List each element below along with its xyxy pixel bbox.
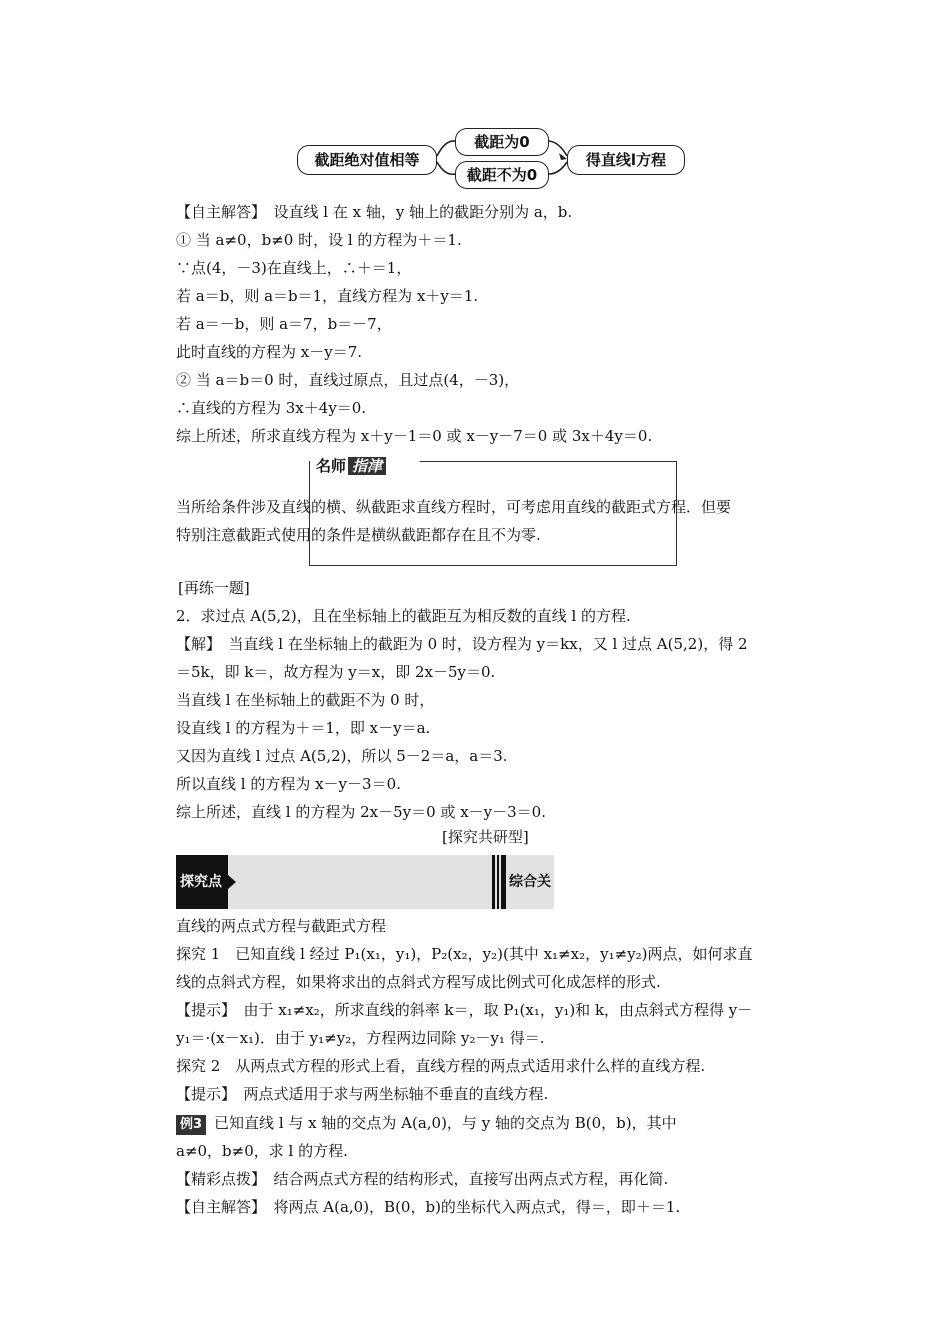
solution-line-2: ① 当 a≠0，b≠0 时，设 l 的方程为＋＝1. [176,231,462,249]
solution-line-6: 此时直线的方程为 x－y＝7. [176,343,363,361]
solution-line-9: 综上所述，所求直线方程为 x＋y－1＝0 或 x－y－7＝0 或 3x＋4y＝0. [176,427,653,445]
explore-1-line-2: 线的点斜式方程，如果将求出的点斜式方程写成比例式可化成怎样的形式. [176,973,661,991]
practice-answer-4: 设直线 l 的方程为＋＝1，即 x－y＝a. [176,719,431,737]
explore-banner-label: 探究点 [176,855,228,909]
section-heading: [探究共研型] [442,828,529,846]
flow-box-result: 得直线l方程 [567,145,685,175]
flow-box-equal-abs: 截距绝对值相等 [297,145,437,175]
flow-box-nonzero: 截距不为0 [455,161,549,189]
teacher-tip-line-2: 特别注意截距式使用的条件是横纵截距都存在且不为零. [176,526,541,544]
practice-answer-5: 又因为直线 l 过点 A(5,2)，所以 5－2＝a，a＝3. [176,747,508,765]
example-3-hint: 【精彩点拨】 结合两点式方程的结构形式，直接写出两点式方程，再化简. [176,1170,669,1188]
solution-line-7: ② 当 a＝b＝0 时，直线过原点，且过点(4，－3)， [176,371,520,389]
example-badge: 例3 [176,1115,206,1135]
solution-line-3: ∵点(4，－3)在直线上，∴＋＝1， [176,259,412,277]
hint-1-line-1: 【提示】 由于 x₁≠x₂，所求直线的斜率 k＝，取 P₁(x₁，y₁)和 k，由点斜式方程得 y－ [176,1001,753,1019]
teacher-tip-line-1: 当所给条件涉及直线的横、纵截距求直线方程时，可考虑用直线的截距式方程．但要 [176,498,732,516]
teacher-tip-topline [420,461,676,462]
explore-banner [176,855,554,909]
flow-diagram [295,128,695,190]
solution-line-4: 若 a＝b，则 a＝b＝1，直线方程为 x＋y＝1. [176,287,479,305]
hint-2: 【提示】 两点式适用于求与两坐标轴不垂直的直线方程. [176,1085,549,1103]
example-3-solution: 【自主解答】 将两点 A(a,0)，B(0，b)的坐标代入两点式，得＝，即＋＝1. [176,1198,681,1216]
practice-answer-3: 当直线 l 在坐标轴上的截距不为 0 时， [176,691,435,709]
practice-question: 2．求过点 A(5,2)，且在坐标轴上的截距互为相反数的直线 l 的方程. [176,607,631,625]
example-3-line-1: 例3 已知直线 l 与 x 轴的交点为 A(a,0)，与 y 轴的交点为 B(0，b)，其中 [176,1113,677,1135]
hint-1-line-2: y₁＝·(x－x₁)．由于 y₁≠y₂，方程两边同除 y₂－y₁ 得＝. [176,1029,545,1047]
topic-title: 直线的两点式方程与截距式方程 [176,917,387,935]
practice-heading: [再练一题] [178,579,250,597]
teacher-tip-badge: 名师 指津 [316,455,386,476]
practice-answer-7: 综上所述，直线 l 的方程为 2x－5y＝0 或 x－y－3＝0. [176,803,546,821]
practice-answer-1: 【解】 当直线 l 在坐标轴上的截距为 0 时，设方程为 y＝kx，又 l 过点 A(5,2)，得 2 [176,635,748,653]
explore-1-line-1: 探究 1 已知直线 l 经过 P₁(x₁，y₁)，P₂(x₂，y₂)(其中 x₁≠x₂，y₁≠y₂)两点，如何求直 [176,945,753,963]
explore-divider-bars [492,855,506,909]
practice-answer-6: 所以直线 l 的方程为 x－y－3＝0. [176,775,401,793]
solution-line-8: ∴直线的方程为 3x＋4y＝0. [176,399,367,417]
explore-arrow-icon [228,875,236,889]
explore-banner-tag: 综合关 [509,874,551,890]
flow-arrows [295,128,695,190]
flow-box-zero: 截距为0 [455,128,549,156]
explore-2: 探究 2 从两点式方程的形式上看，直线方程的两点式适用求什么样的直线方程. [176,1057,706,1075]
practice-answer-2: ＝5k，即 k＝，故方程为 y＝x，即 2x－5y＝0. [176,663,496,681]
solution-line-5: 若 a＝－b，则 a＝7，b＝－7， [176,315,392,333]
example-3-line-2: a≠0，b≠0，求 l 的方程. [176,1142,348,1160]
solution-line-1: 【自主解答】 设直线 l 在 x 轴，y 轴上的截距分别为 a，b. [176,203,573,221]
